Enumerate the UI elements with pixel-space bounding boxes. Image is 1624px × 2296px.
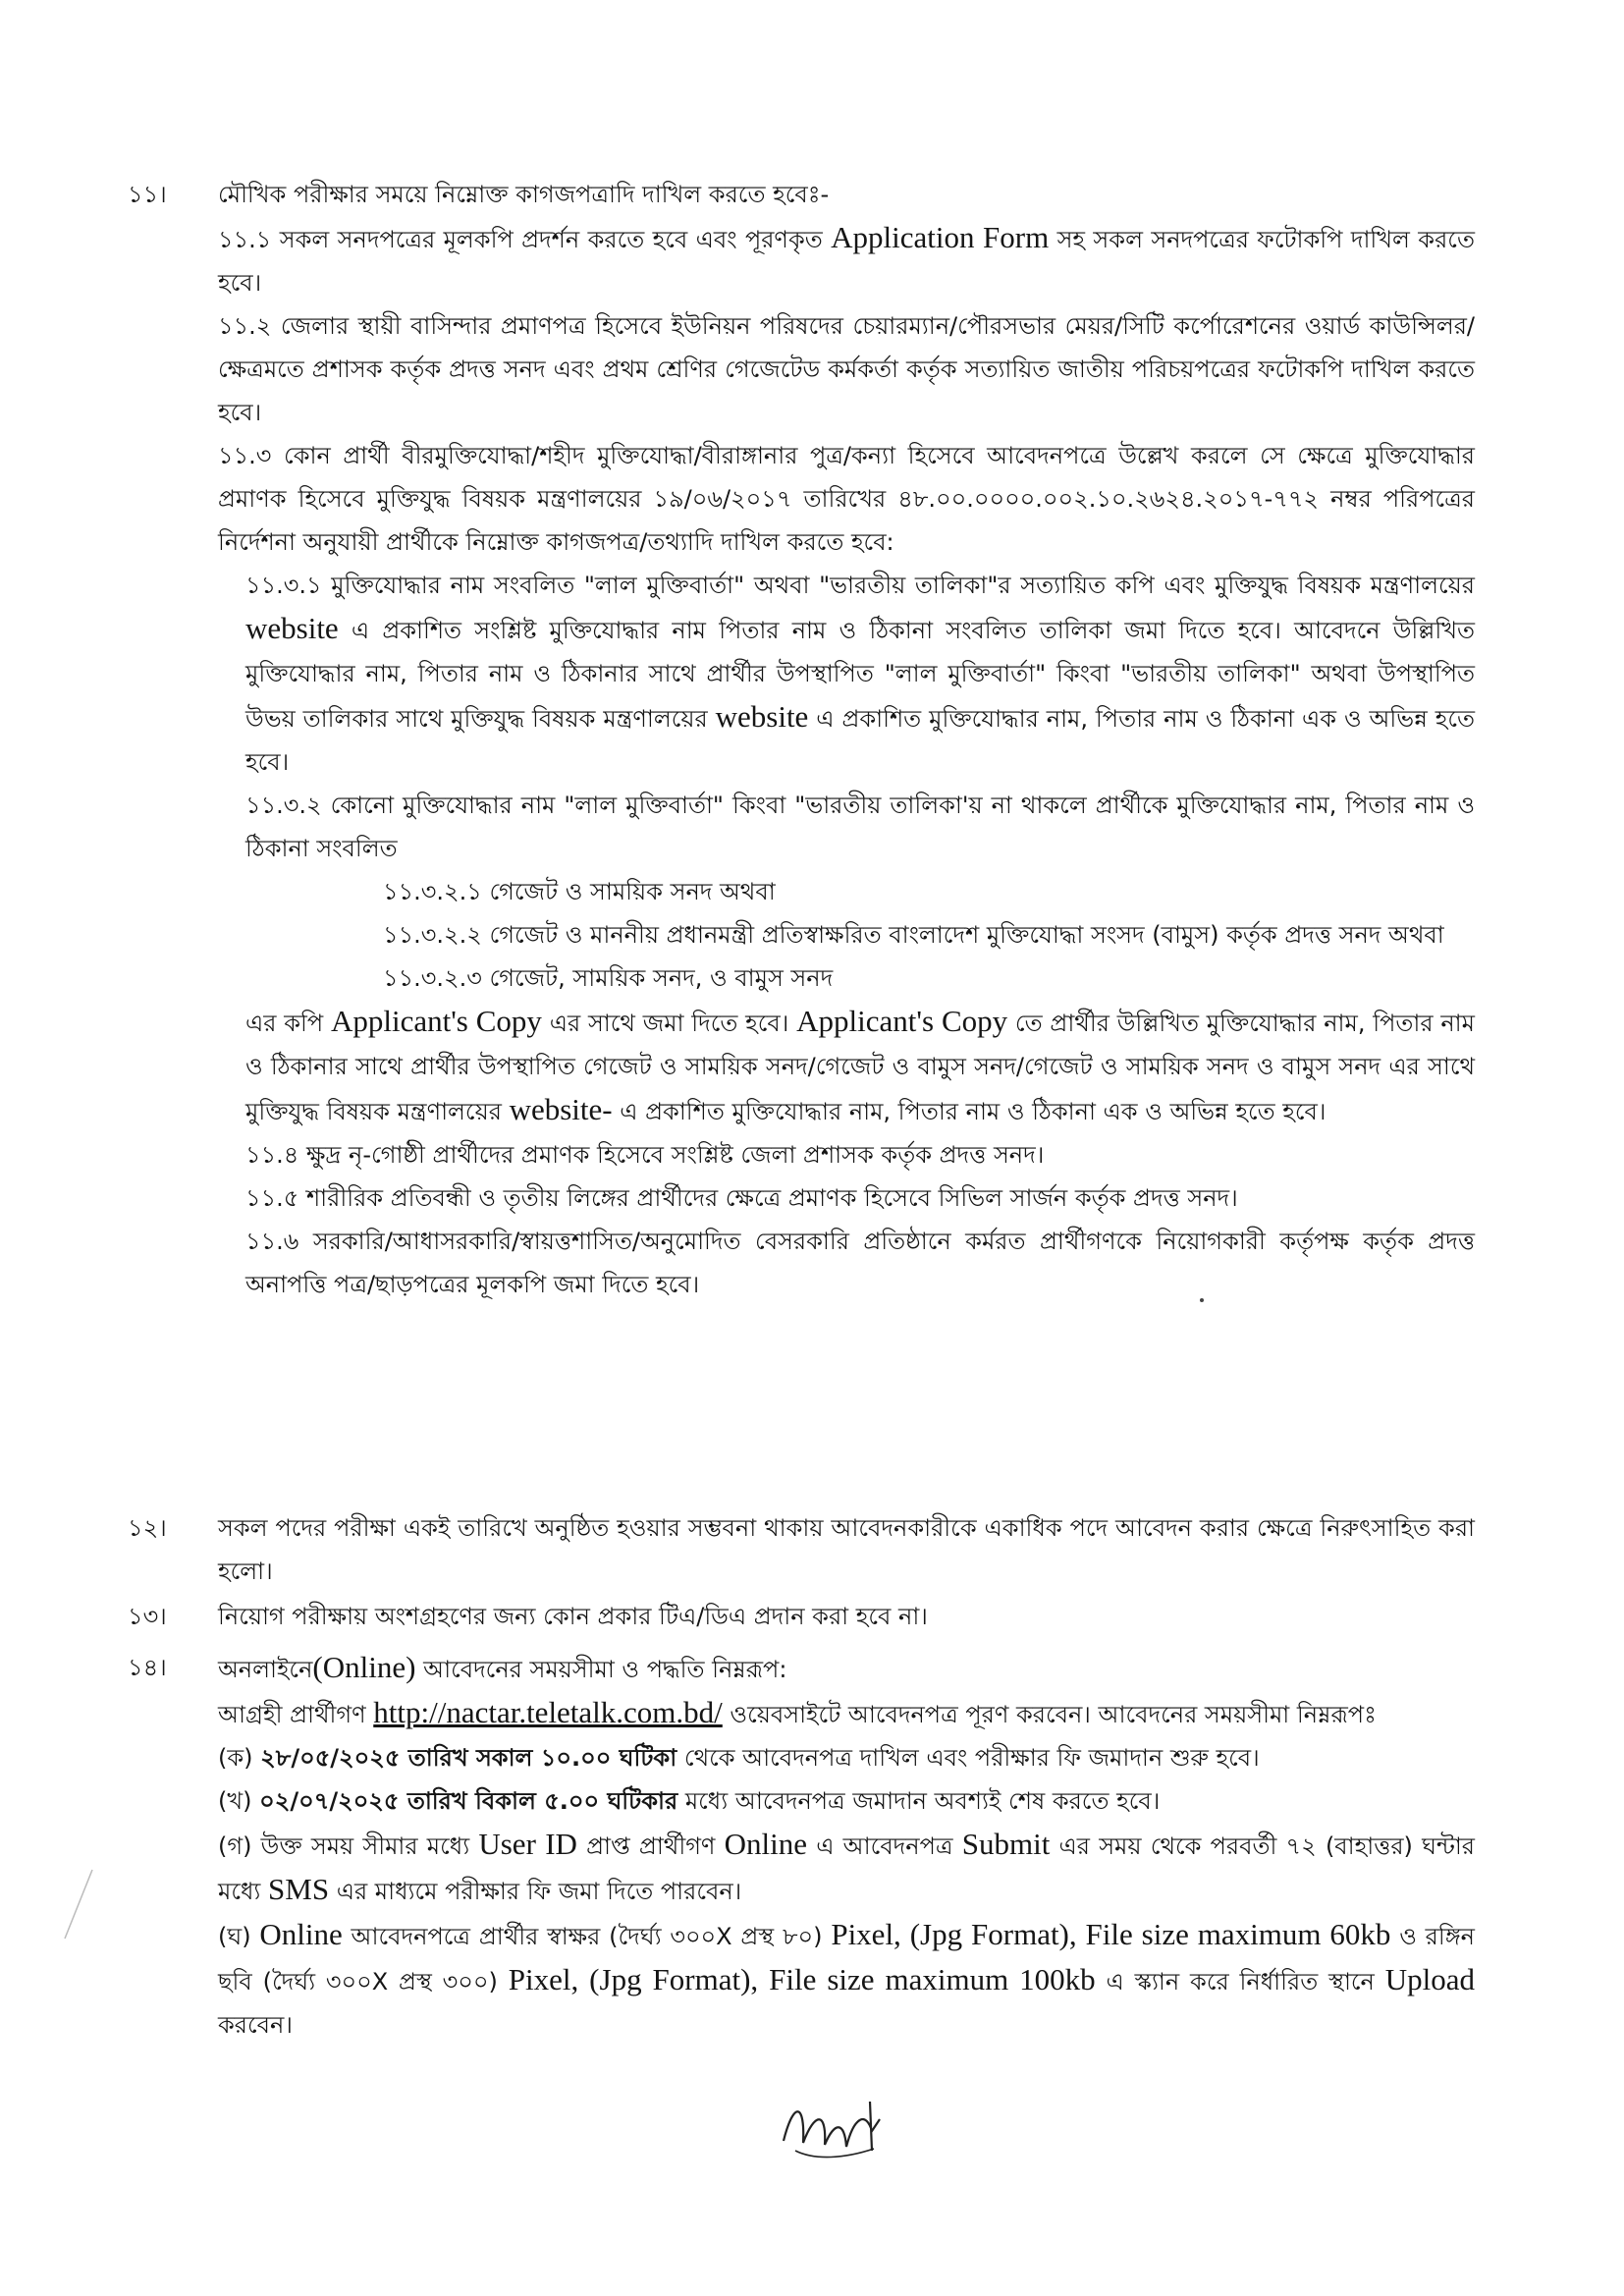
upload-clause-text-b: আবেদনপত্রে প্রার্থীর স্বাক্ষর (দৈর্ঘ্য ৩০০X প্রস্থ ৮০) [351, 1923, 823, 1950]
deadline-start-text: থেকে আবেদনপত্র দাখিল এবং পরীক্ষার ফি জমাদান শুরু হবে। [683, 1744, 1260, 1772]
clause-11-3-2-2: ১১.৩.২.২ গেজেট ও মাননীয় প্রধানমন্ত্রী প্রতিস্বাক্ষরিত বাংলাদেশ মুক্তিযোদ্ধা সংসদ (বামুস) কর্তৃক প্রদত্ত সনদ অথবা [383, 921, 1444, 949]
website-line-text-b: ওয়েবসাইটে আবেদনপত্র পূরণ করবেন। আবেদনের সময়সীমা নিম্নরূপঃ [730, 1701, 1377, 1728]
section-12-number: ১২। [128, 1514, 167, 1542]
section-14-intro-b: আবেদনের সময়সীমা ও পদ্ধতি নিম্নরূপ: [423, 1656, 787, 1683]
applicants-copy-text-a: এর কপি [245, 1010, 324, 1037]
clause-11-2: ১১.২ জেলার স্থায়ী বাসিন্দার প্রমাণপত্র হিসেবে ইউনিয়ন পরিষদের চেয়ারম্যান/পৌরসভার মেয়র/সিটি কর্পোরেশনের ওয়ার্ড কাউন্সিলর/ক্ষেত্রমতে প্রশাসক কর্তৃক প্রদত্ত সনদ এবং প্রথম শ্রেণির গেজেটেড কর্মকর্তা কর্তৃক সত্যায়িত জাতীয় পরিচয়পত্রের ফটোকপি দাখিল করতে হবে। [218, 312, 1475, 426]
deadline-end-text: মধ্যে আবেদনপত্র জমাদান অবশ্যই শেষ করতে হবে। [684, 1787, 1161, 1815]
section-12-text: সকল পদের পরীক্ষা একই তারিখে অনুষ্ঠিত হওয়ার সম্ভবনা থাকায় আবেদনকারীকে একাধিক পদে আবেদন করার ক্ষেত্রে নিরুৎসাহিত করা হলো। [218, 1514, 1475, 1585]
clause-11-3: ১১.৩ কোন প্রার্থী বীরমুক্তিযোদ্ধা/শহীদ মুক্তিযোদ্ধা/বীরাঙ্গানার পুত্র/কন্যা হিসেবে আবেদনপত্রে উল্লেখ করলে সে ক্ষেত্রে মুক্তিযোদ্ধার প্রমাণক হিসেবে মুক্তিযুদ্ধ বিষয়ক মন্ত্রণালয়ের ১৯/০৬/২০১৭ তারিখের ৪৮.০০.০০০০.০০২.১০.২৬২৪.২০১৭-৭৭২ নম্বর পরিপত্রের নির্দেশনা অনুযায়ী প্রার্থীকে নিম্নোক্ত কাগজপত্র/তথ্যাদি দাখিল করতে হবে: [218, 442, 1475, 556]
upload-requirements-clause [218, 1913, 1475, 2047]
upload-clause-text-d: এ স্ক্যান করে নির্ধারিত স্থানে [1106, 1968, 1375, 1995]
clause-11-6: ১১.৬ সরকারি/আধাসরকারি/স্বায়ত্তশাসিত/অনুমোদিত বেসরকারি প্রতিষ্ঠানে কর্মরত প্রার্থীগণকে নিয়োগকারী কর্তৃপক্ষ কর্তৃক প্রদত্ত অনাপত্তি পত্র/ছাড়পত্রের মূলকপি জমা দিতে হবে। [245, 1228, 1475, 1298]
online-term: (Online) [312, 1650, 416, 1684]
website-term: website- [509, 1092, 613, 1126]
online-term: Online [724, 1827, 808, 1861]
fee-payment-clause [218, 1823, 1475, 1913]
photo-file-spec: Pixel, (Jpg Format), File size maximum 100kb [508, 1962, 1096, 1996]
online-term: Online [259, 1917, 343, 1951]
section-11-number: ১১। [128, 181, 167, 208]
section-14-intro [218, 1646, 1475, 1691]
clause-11-3-2-3: ১১.৩.২.৩ গেজেট, সাময়িক সনদ, ও বামুস সনদ [383, 964, 834, 992]
website-term: website [715, 699, 809, 734]
upload-clause-text-c: ও রঙ্গিন ছবি (দৈর্ঘ্য ৩০০X প্রস্থ ৩০০) [218, 1923, 1475, 1995]
section-14-number: ১৪। [128, 1654, 167, 1681]
clause-11-3-2-1: ১১.৩.২.১ গেজেট ও সাময়িক সনদ অথবা [383, 878, 776, 905]
clause-11-1-text-a: ১১.১ সকল সনদপত্রের মূলকপি প্রদর্শন করতে হবে এবং পূরণকৃত [218, 226, 823, 253]
clause-11-3-1 [245, 564, 1475, 784]
application-website-line [218, 1691, 1475, 1736]
clause-11-1 [218, 216, 1475, 304]
upload-clause-text-e: করবেন। [218, 2011, 293, 2039]
section-11 [128, 173, 1475, 1306]
upload-term: Upload [1384, 1962, 1475, 1996]
scan-dot [1200, 1298, 1204, 1302]
applicants-copy-text-c: তে প্রার্থীর উল্লিখিত মুক্তিযোদ্ধার নাম, পিতার নাম ও ঠিকানার সাথে প্রার্থীর উপস্থাপিত গেজেট ও সাময়িক সনদ/গেজেট ও বামুস সনদ/গেজেট ও সাময়িক সনদ ও বামুস সনদ এর সাথে মুক্তিযুদ্ধ বিষয়ক মন্ত্রণালয়ের [245, 1010, 1475, 1125]
applicants-copy-paragraph [245, 1000, 1475, 1133]
section-14-intro-a: অনলাইনে [218, 1656, 313, 1683]
application-form-term: Application Form [831, 220, 1050, 254]
handwritten-signature [776, 2082, 893, 2170]
deadline-start [218, 1736, 1475, 1779]
fee-clause-text-e: এর মাধ্যমে পরীক্ষার ফি জমা দিতে পারবেন। [336, 1878, 742, 1905]
section-13-text: নিয়োগ পরীক্ষায় অংশগ্রহণের জন্য কোন প্রকার টিএ/ডিএ প্রদান করা হবে না। [218, 1603, 928, 1630]
applicants-copy-term: Applicant's Copy [330, 1004, 542, 1038]
deadline-end [218, 1779, 1475, 1823]
website-term: website [245, 611, 339, 645]
clause-11-3-1-text-c: এ প্রকাশিত মুক্তিযোদ্ধার নাম, পিতার নাম ও ঠিকানা এক ও অভিন্ন হতে হবে। [245, 705, 1475, 776]
signature-file-spec: Pixel, (Jpg Format), File size maximum 60kb [831, 1917, 1391, 1951]
scan-mark [59, 1866, 98, 1944]
section-12 [128, 1506, 1475, 1593]
clause-11-1-text-b: সহ সকল সনদপত্রের ফটোকপি দাখিল করতে হবে। [218, 226, 1475, 297]
section-13 [128, 1595, 1475, 1638]
clause-11-4: ১১.৪ ক্ষুদ্র নৃ-গোষ্ঠী প্রার্থীদের প্রমাণক হিসেবে সংশ্লিষ্ট জেলা প্রশাসক কর্তৃক প্রদত্ত সনদ। [245, 1141, 1045, 1169]
fee-clause-text-a: (গ) উক্ত সময় সীমার মধ্যে [218, 1832, 470, 1860]
applicants-copy-text-b: এর সাথে জমা দিতে হবে। [549, 1010, 789, 1037]
clause-11-3-1-text-a: ১১.৩.১ মুক্তিযোদ্ধার নাম সংবলিত "লাল মুক্তিবার্তা" অথবা "ভারতীয় তালিকা"র সত্যায়িত কপি এবং মুক্তিযুদ্ধ বিষয়ক মন্ত্রণালয়ের [245, 572, 1475, 599]
clause-11-5: ১১.৫ শারীরিক প্রতিবন্ধী ও তৃতীয় লিঙ্গের প্রার্থীদের ক্ষেত্রে প্রমাণক হিসেবে সিভিল সার্জন কর্তৃক প্রদত্ত সনদ। [245, 1184, 1238, 1212]
clause-11-3-2: ১১.৩.২ কোনো মুক্তিযোদ্ধার নাম "লাল মুক্তিবার্তা" কিংবা "ভারতীয় তালিকা'য় না থাকলে প্রার্থীকে মুক্তিযোদ্ধার নাম, পিতার নাম ও ঠিকানা সংবলিত [245, 792, 1475, 862]
section-13-number: ১৩। [128, 1603, 167, 1630]
section-14 [128, 1646, 1475, 2047]
applicants-copy-term: Applicant's Copy [796, 1004, 1008, 1038]
fee-clause-text-d: এর সময় থেকে পরবর্তী ৭২ (বাহাত্তর) ঘন্টার মধ্যে [218, 1832, 1475, 1905]
sms-term: SMS [268, 1872, 330, 1906]
upload-clause-label: (ঘ) [218, 1923, 251, 1950]
deadline-end-label: (খ) [218, 1787, 252, 1815]
fee-clause-text-c: এ আবেদনপত্র [816, 1832, 953, 1860]
application-website-link[interactable]: http://nactar.teletalk.com.bd/ [373, 1695, 723, 1729]
user-id-term: User ID [478, 1827, 577, 1861]
submit-term: Submit [961, 1827, 1051, 1861]
clause-11-3-1-text-b: এ প্রকাশিত সংশ্লিষ্ট মুক্তিযোদ্ধার নাম পিতার নাম ও ঠিকানা সংবলিত তালিকা জমা দিতে হবে। আবেদনে উল্লিখিত মুক্তিযোদ্ধার নাম, পিতার নাম ও ঠিকানার সাথে প্রার্থীর উপস্থাপিত "লাল মুক্তিবার্তা" কিংবা "ভারতীয় তালিকা" অথবা উপস্থাপিত উভয় তালিকার সাথে মুক্তিযুদ্ধ বিষয়ক মন্ত্রণালয়ের [245, 617, 1475, 733]
deadline-start-date: ২৮/০৫/২০২৫ তারিখ সকাল ১০.০০ ঘটিকা [260, 1744, 677, 1772]
website-line-text-a: আগ্রহী প্রার্থীগণ [218, 1701, 366, 1728]
deadline-end-date: ০২/০৭/২০২৫ তারিখ বিকাল ৫.০০ ঘটিকার [259, 1787, 678, 1815]
section-11-intro: মৌখিক পরীক্ষার সময়ে নিম্নোক্ত কাগজপত্রাদি দাখিল করতে হবেঃ- [218, 181, 830, 208]
fee-clause-text-b: প্রাপ্ত প্রার্থীগণ [586, 1832, 716, 1860]
applicants-copy-text-d: এ প্রকাশিত মুক্তিযোদ্ধার নাম, পিতার নাম ও ঠিকানা এক ও অভিন্ন হতে হবে। [620, 1098, 1326, 1125]
deadline-start-label: (ক) [218, 1744, 253, 1772]
